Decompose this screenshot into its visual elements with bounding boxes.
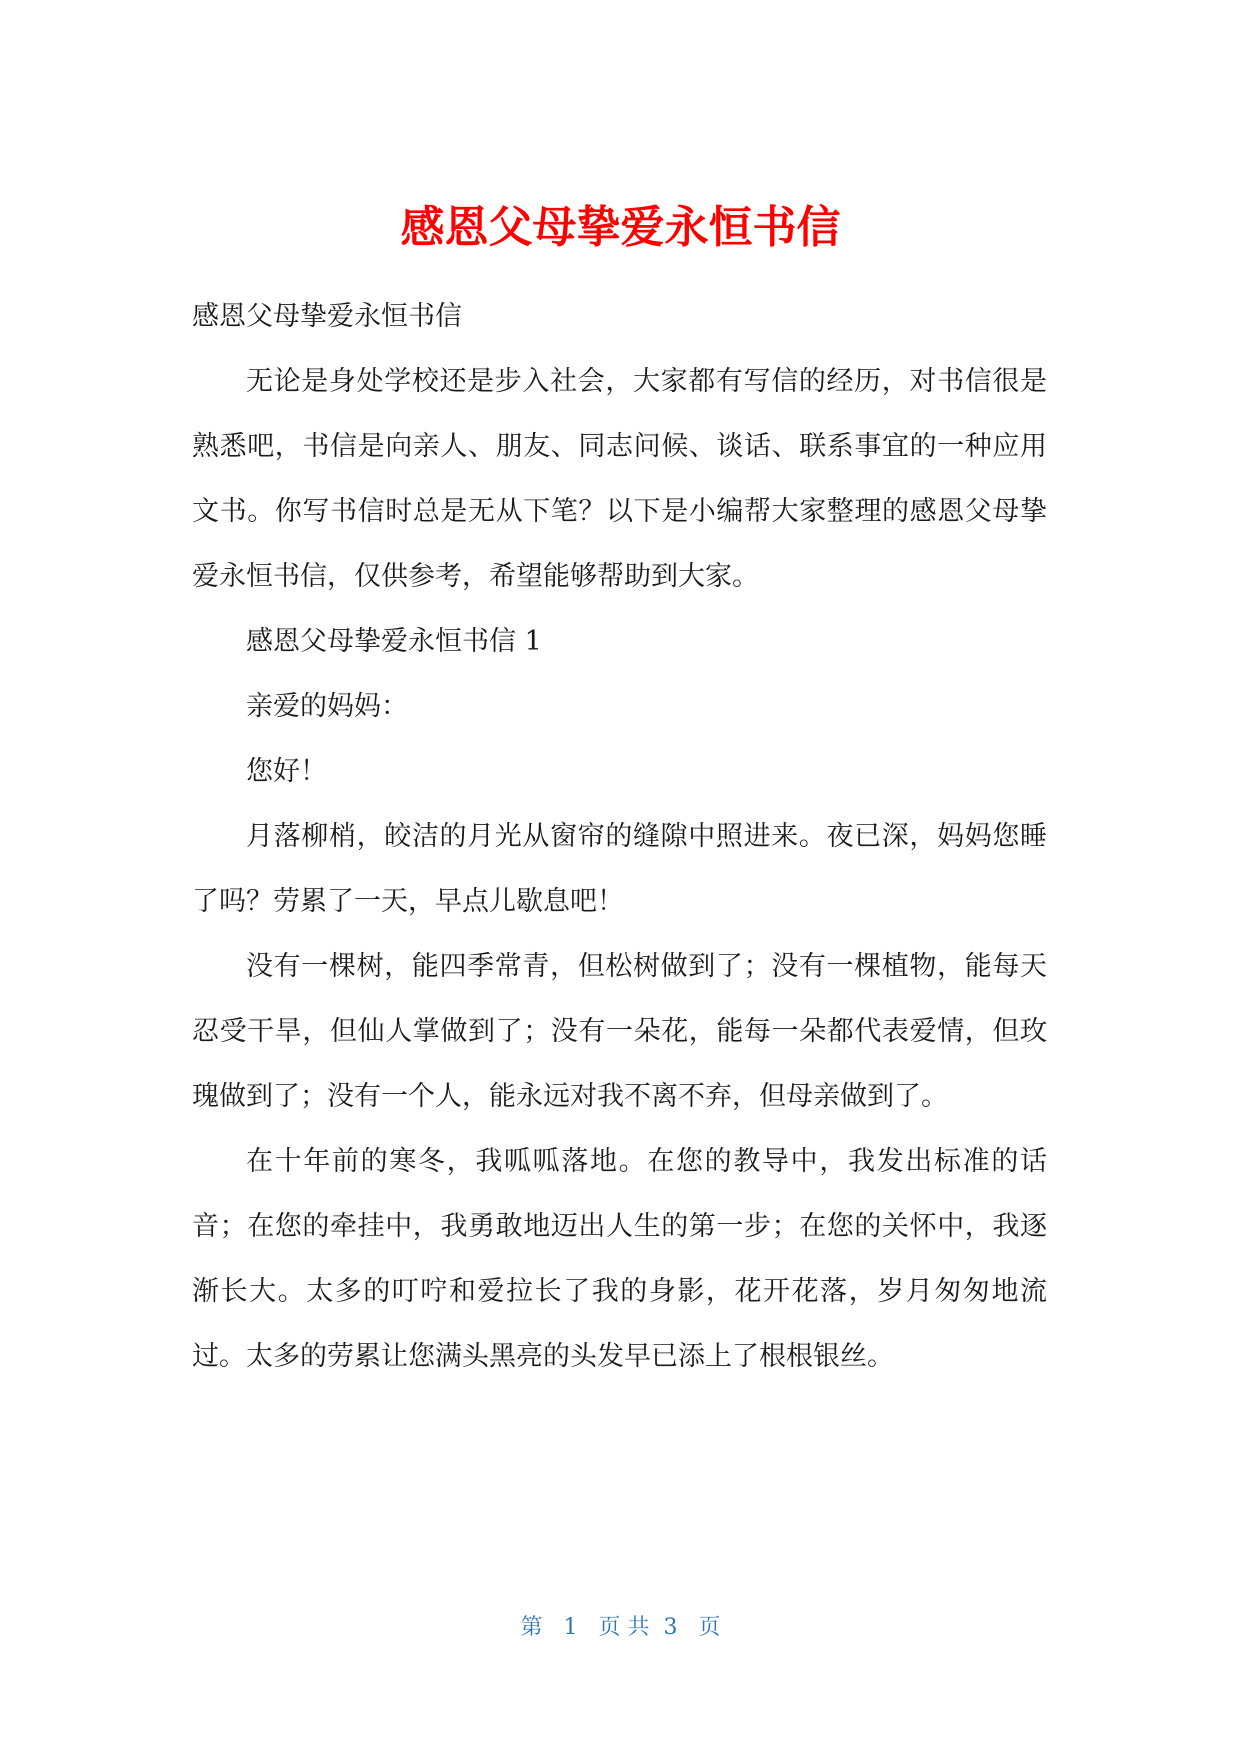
body-paragraph: 在十年前的寒冬，我呱呱落地。在您的教导中，我发出标准的话音；在您的牵挂中，我勇敢地迈出人生的第一步；在您的关怀中，我逐渐长大。太多的叮咛和爱拉长了我的身影，花开花落，岁月匆匆地流过。太多的劳累让您满头黑亮的头发早已添上了根根银丝。 xyxy=(192,1146,1047,1372)
greeting: 您好！ xyxy=(246,756,327,787)
body-paragraph: 没有一棵树，能四季常青，但松树做到了；没有一棵植物，能每天忍受干旱，但仙人掌做到了；没有一朵花，能每一朵都代表爱情，但玫瑰做到了；没有一个人，能永远对我不离不弃，但母亲做到了。 xyxy=(192,951,1047,1112)
intro-paragraph: 无论是身处学校还是步入社会，大家都有写信的经历，对书信很是熟悉吧，书信是向亲人、朋友、同志问候、谈话、联系事宜的一种应用文书。你写书信时总是无从下笔？以下是小编帮大家整理的感恩父母挚爱永恒书信，仅供参考，希望能够帮助到大家。 xyxy=(192,366,1047,592)
document-body xyxy=(192,284,1047,1389)
page-number-footer: 第 1 页 共 3 页 xyxy=(520,1615,721,1640)
document-title: 感恩父母挚爱永恒书信 xyxy=(400,202,841,253)
subtitle-line: 感恩父母挚爱永恒书信 xyxy=(192,301,462,332)
body-paragraph: 月落柳梢，皎洁的月光从窗帘的缝隙中照进来。夜已深，妈妈您睡了吗？劳累了一天，早点儿歇息吧！ xyxy=(192,821,1047,917)
letter-heading: 感恩父母挚爱永恒书信 1 xyxy=(246,626,542,657)
salutation: 亲爱的妈妈： xyxy=(246,691,408,722)
